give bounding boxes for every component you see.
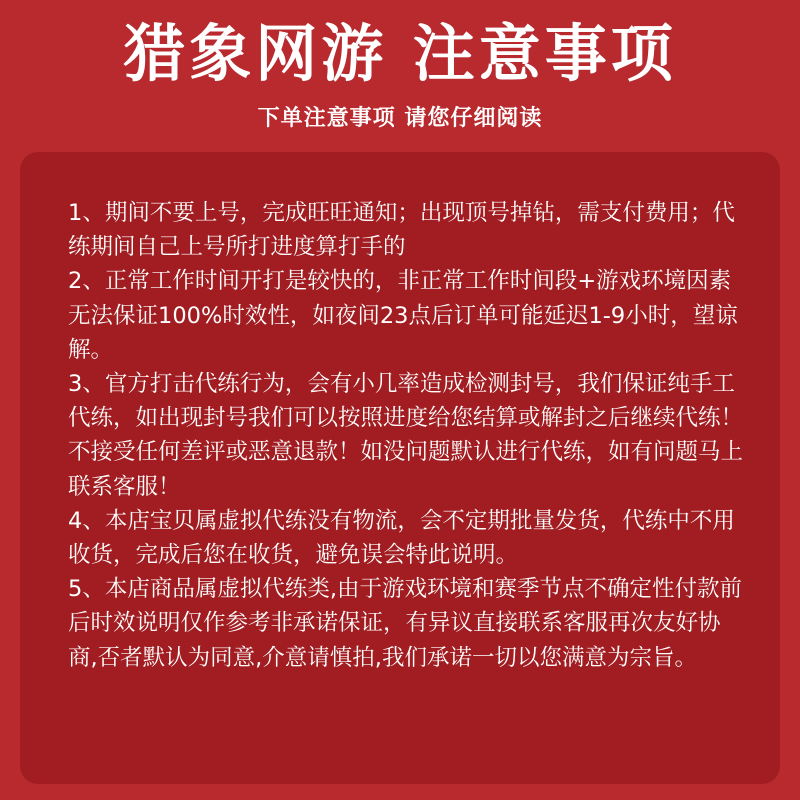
notice-item: 5、本店商品属虚拟代练类,由于游戏环境和赛季节点不确定性付款前后时效说明仅作参考非承诺保证，有异议直接联系客服再次友好协商,否者默认为同意,介意请慎拍,我们承诺一切以您满意为宗旨。 xyxy=(68,576,742,671)
notice-item: 2、正常工作时间开打是较快的，非正常工作时间段+游戏环境因素无法保证100%时效性，如夜间23点后订单可能延迟1-9小时，望谅解。 xyxy=(68,268,738,363)
page-title: 猎象网游 注意事项 xyxy=(123,17,677,90)
page-subtitle: 下单注意事项 请您仔细阅读 xyxy=(257,106,543,131)
notice-item: 3、官方打击代练行为，会有小几率造成检测封号，我们保证纯手工代练，如出现封号我们可以按照进度给您结算或解封之后继续代练！不接受任何差评或恶意退款！如没问题默认进行代练，如有问题马上联系客服！ xyxy=(68,371,744,500)
notice-item: 4、本店宝贝属虚拟代练没有物流，会不定期批量发货，代练中不用收货，完成后您在收货，避免误会特此说明。 xyxy=(68,507,735,569)
notice-list xyxy=(68,196,748,675)
notice-item: 1、期间不要上号，完成旺旺通知；出现顶号掉钻，需支付费用；代练期间自己上号所打进度算打手的 xyxy=(68,200,735,261)
